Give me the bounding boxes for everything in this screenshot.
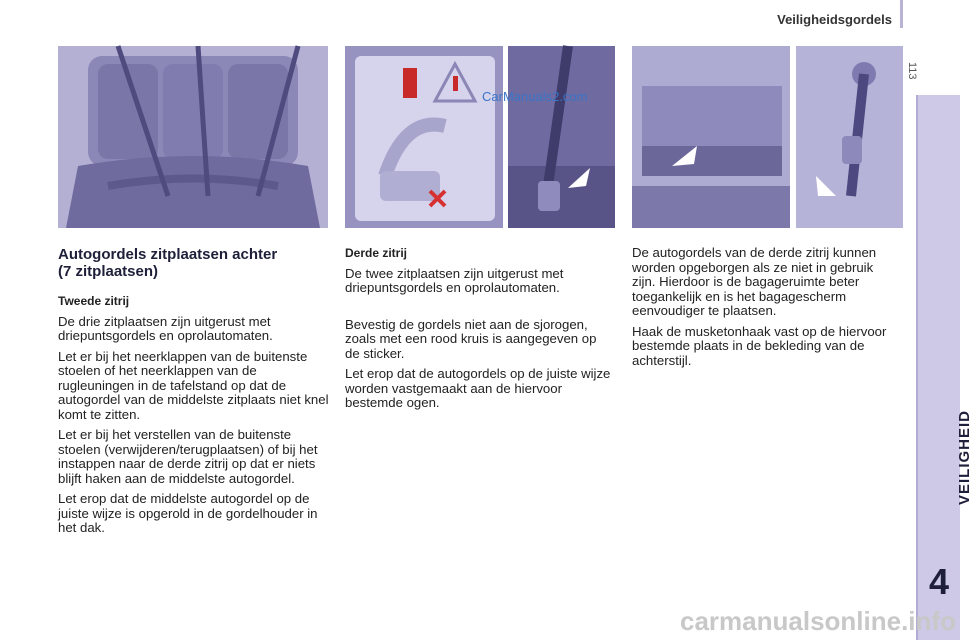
paragraph: Bevestig de gordels niet aan de sjorogen, zoals met een rood kruis is aangegeven op de sticker. [345,316,597,361]
section-title [58,246,330,280]
section-header-title: Veiligheidsgordels [777,12,892,27]
page-number: 113 [906,62,918,80]
side-tab-line [916,95,918,640]
photo-hook-storage [796,46,903,228]
subtitle-second-row: Tweede zitrij [58,294,130,308]
photo-second-row-seats [58,46,328,228]
chapter-side-tab [916,95,973,640]
paragraph: De autogordels van de derde zitrij kunnen worden opgeborgen als ze niet in gebruik zijn. Hierdoor is de bagageruimte beter toegankelijk en is het bagagescherm eenvoudiger te plaatsen. [632,245,877,318]
section-title-line-2: (7 zitplaatsen) [58,263,159,280]
middle-column [345,246,613,417]
paragraph: De twee zitplaatsen zijn uitgerust met driepuntsgordels en oprolautomaten. [345,265,564,295]
photo-seatbelt-anchor [508,46,615,228]
luggage-compartment-illustration [632,46,790,228]
site-watermark: carmanualsonline.info [680,606,956,636]
paragraph: Haak de musketonhaak vast op de hiervoor bestemde plaats in de bekleding van de achterstijl. [632,323,887,368]
paragraph: Let erop dat de middelste autogordel op de juiste wijze is opgerold in de gordelhouder in het dak. [58,491,318,535]
chapter-label: VEILIGHEID [956,409,973,505]
photo-warning-sticker [345,46,503,228]
section-title-line-1: Autogordels zitplaatsen achter [58,246,278,263]
paragraph: Let er bij het verstellen van de buitenste stoelen (verwijderen/terugplaatsen) of bij het instappen naar de derde zitrij op dat er niets blijft haken aan de middelste autogordel. [58,427,318,486]
right-column [632,246,894,374]
photo-luggage-compartment [632,46,790,228]
warning-sticker-illustration [345,46,503,228]
seatbelt-anchor-illustration [508,46,615,228]
chapter-number: 4 [928,561,950,602]
watermark: CarManuals2.com [482,89,588,104]
paragraph: Let er bij het neerklappen van de buitenste stoelen of het neerklappen van de rugleuningen in de tafelstand op dat de autogordel van de middelste zitplaats niet knel komt te zitten. [58,348,329,422]
left-column [58,246,330,542]
subtitle-third-row: Derde zitrij [345,246,408,260]
photo-second-row-seats-illustration [58,46,328,228]
header-rule [900,0,903,28]
hook-storage-illustration [796,46,903,228]
paragraph: De drie zitplaatsen zijn uitgerust met driepuntsgordels en oprolautomaten. [58,313,273,343]
paragraph: Let erop dat de autogordels op de juiste wijze worden vastgemaakt aan de hiervoor bestemde ogen. [345,366,611,410]
